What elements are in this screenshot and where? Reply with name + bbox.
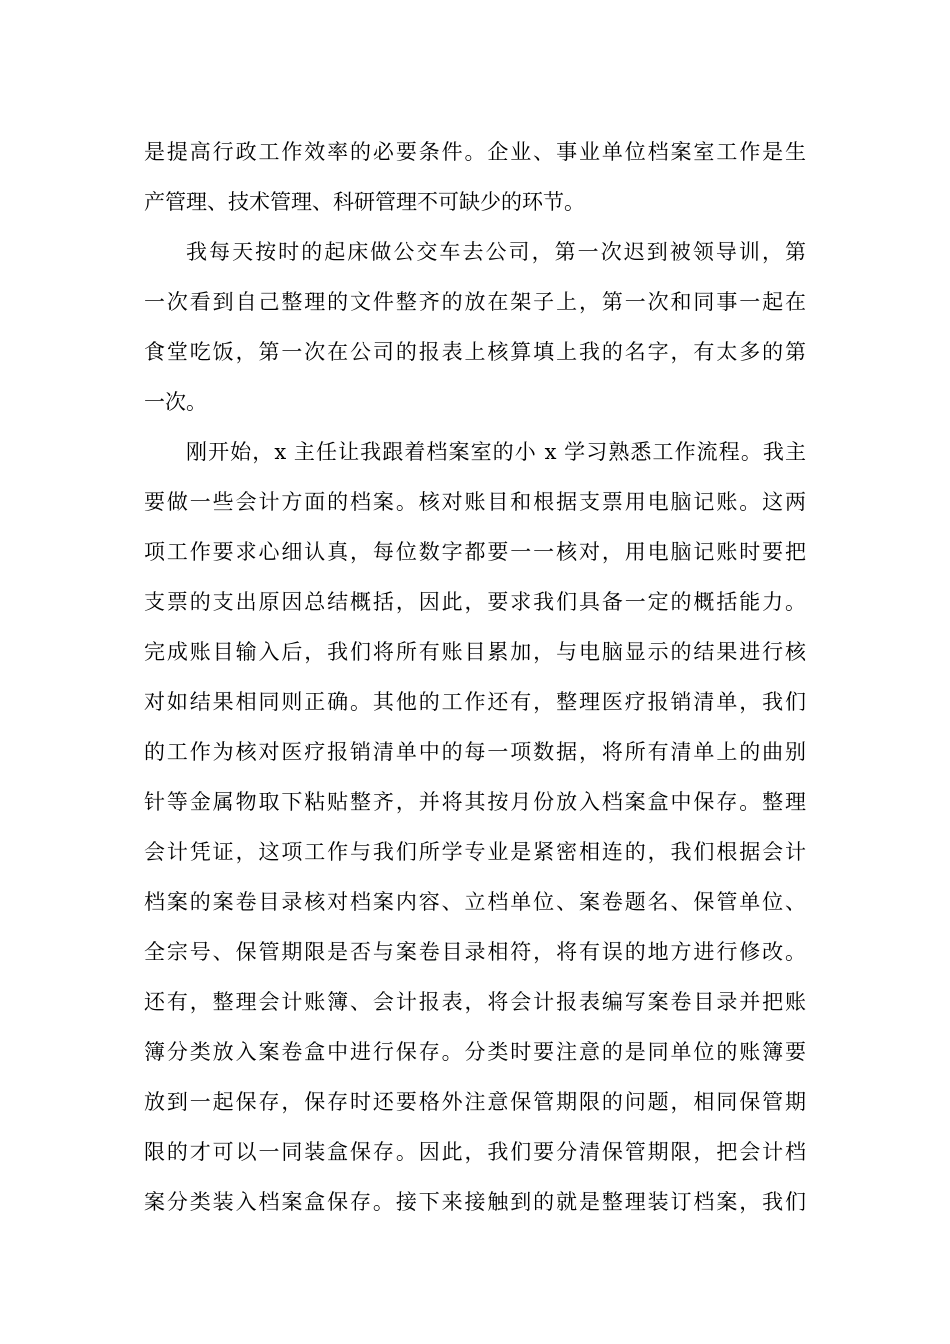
paragraph-first-line: 我每天按时的起床做公交车去公司，第一次迟到被领导训，第 <box>186 240 806 264</box>
text-line: 全宗号、保管期限是否与案卷目录相符，将有误的地方进行修改。 <box>144 940 806 964</box>
text-line: 针等金属物取下粘贴整齐，并将其按月份放入档案盒中保存。整理 <box>144 790 806 814</box>
text-line: 食堂吃饭，第一次在公司的报表上核算填上我的名字，有太多的第 <box>144 340 806 364</box>
text-line: 对如结果相同则正确。其他的工作还有，整理医疗报销清单，我们 <box>144 690 806 714</box>
text-line: 要做一些会计方面的档案。核对账目和根据支票用电脑记账。这两 <box>144 490 806 514</box>
text-line: 产管理、技术管理、科研管理不可缺少的环节。 <box>144 190 585 214</box>
text-line: 案分类装入档案盒保存。接下来接触到的就是整理装订档案，我们 <box>144 1190 806 1214</box>
text-line: 档案的案卷目录核对档案内容、立档单位、案卷题名、保管单位、 <box>144 890 806 914</box>
text-line: 完成账目输入后，我们将所有账目累加，与电脑显示的结果进行核 <box>144 640 806 664</box>
text-line: 一次。 <box>144 390 207 414</box>
text-line: 支票的支出原因总结概括，因此，要求我们具备一定的概括能力。 <box>144 590 806 614</box>
text-line: 的工作为核对医疗报销清单中的每一项数据，将所有清单上的曲别 <box>144 740 806 764</box>
text-line: 放到一起保存，保存时还要格外注意保管期限的问题，相同保管期 <box>144 1090 806 1114</box>
text-line: 项工作要求心细认真，每位数字都要一一核对，用电脑记账时要把 <box>144 540 806 564</box>
text-line: 簿分类放入案卷盒中进行保存。分类时要注意的是同单位的账簿要 <box>144 1040 806 1064</box>
text-line: 会计凭证，这项工作与我们所学专业是紧密相连的，我们根据会计 <box>144 840 806 864</box>
text-line: 一次看到自己整理的文件整齐的放在架子上，第一次和同事一起在 <box>144 290 806 314</box>
text-line: 限的才可以一同装盒保存。因此，我们要分清保管期限，把会计档 <box>144 1140 806 1164</box>
text-line: 是提高行政工作效率的必要条件。企业、事业单位档案室工作是生 <box>144 140 806 164</box>
text-line: 还有，整理会计账簿、会计报表，将会计报表编写案卷目录并把账 <box>144 990 806 1014</box>
paragraph-first-line: 刚开始，x 主任让我跟着档案室的小 x 学习熟悉工作流程。我主 <box>186 440 806 464</box>
